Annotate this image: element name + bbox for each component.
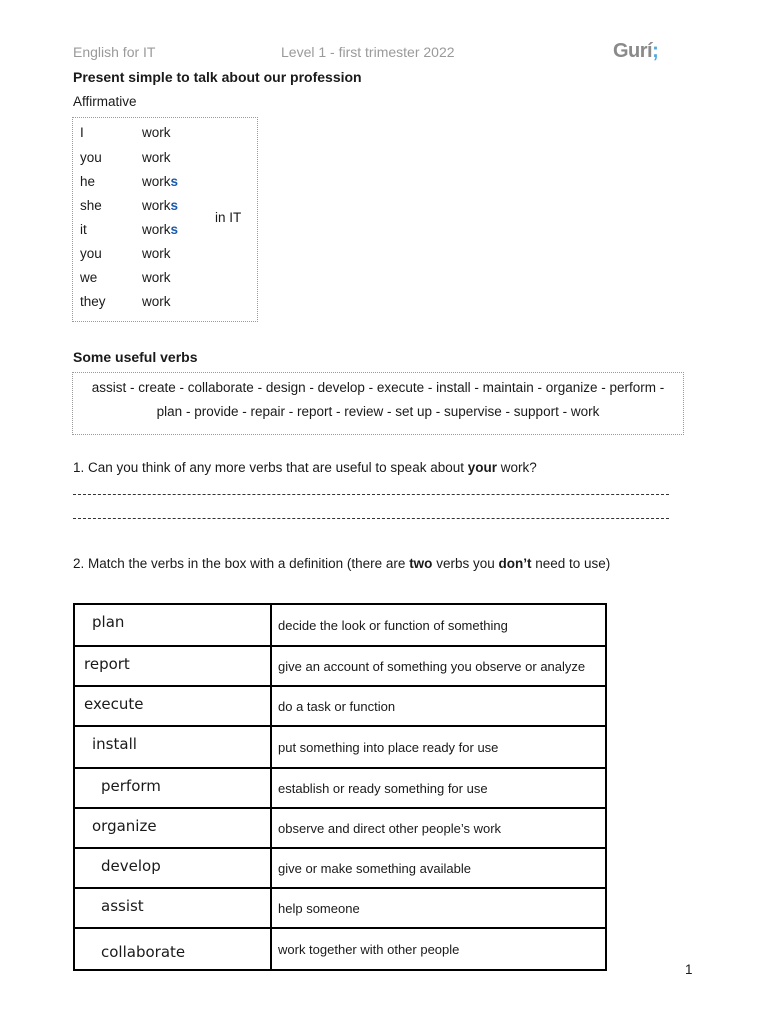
table-row <box>74 888 606 928</box>
verb-suffix: s <box>170 222 179 237</box>
verb-form <box>142 150 171 165</box>
header-level: Level 1 - first trimester 2022 <box>281 44 455 60</box>
table-row <box>74 808 606 848</box>
verb-form <box>142 198 178 213</box>
verb-cell[interactable]: execute <box>74 686 271 726</box>
verb-suffix: s <box>170 198 179 213</box>
answer-line[interactable] <box>73 494 669 495</box>
definition-cell: observe and direct other people’s work <box>271 808 606 848</box>
verbs-box <box>72 372 684 435</box>
verb-form <box>142 222 178 237</box>
guri-logo <box>613 40 658 63</box>
logo-text: Gurí <box>613 40 653 62</box>
table-row <box>74 726 606 768</box>
table-row <box>74 646 606 686</box>
subtitle-affirmative: Affirmative <box>73 94 137 109</box>
verb-root: work <box>142 125 171 140</box>
table-row <box>74 928 606 970</box>
question-2-text: 2. Match the verbs in the box with a definition (there are <box>73 556 410 571</box>
verb-cell[interactable]: plan <box>74 604 271 646</box>
answer-line[interactable] <box>73 518 669 519</box>
verb-root: work <box>142 294 171 309</box>
verb-form <box>142 174 178 189</box>
definition-cell: do a task or function <box>271 686 606 726</box>
verb-root: work <box>142 222 171 237</box>
question-1-emphasis: your <box>467 460 497 475</box>
verb-cell[interactable]: develop <box>74 848 271 888</box>
verb-suffix: s <box>170 174 179 189</box>
question-2-end: need to use) <box>531 556 611 571</box>
pronoun: you <box>80 246 102 261</box>
table-row <box>74 686 606 726</box>
conjugation-box <box>72 117 258 322</box>
question-2 <box>73 556 610 571</box>
pronoun: we <box>80 270 98 285</box>
question-1-text: 1. Can you think of any more verbs that are useful to speak about <box>73 460 468 475</box>
table-row <box>74 604 606 646</box>
verb-form <box>142 125 171 140</box>
verb-cell[interactable]: install <box>74 726 271 768</box>
page-number: 1 <box>685 962 693 977</box>
question-1-end: work? <box>497 460 537 475</box>
verb-root: work <box>142 198 171 213</box>
table-row <box>74 848 606 888</box>
section-title-useful-verbs: Some useful verbs <box>73 349 198 365</box>
verb-form <box>142 270 171 285</box>
match-table <box>73 603 607 971</box>
verb-root: work <box>142 174 171 189</box>
question-1 <box>73 460 537 475</box>
definition-cell: decide the look or function of something <box>271 604 606 646</box>
definition-cell: establish or ready something for use <box>271 768 606 808</box>
verb-form <box>142 246 171 261</box>
pronoun: he <box>80 174 96 189</box>
definition-cell: put something into place ready for use <box>271 726 606 768</box>
definition-cell: work together with other people <box>271 928 606 970</box>
question-2-middle: verbs you <box>432 556 499 571</box>
verbs-line-2: plan - provide - repair - report - review - set up - supervise - support - work <box>156 404 600 419</box>
table-row <box>74 768 606 808</box>
verb-cell[interactable]: report <box>74 646 271 686</box>
verb-form <box>142 294 171 309</box>
pronoun: she <box>80 198 102 213</box>
verb-cell[interactable]: organize <box>74 808 271 848</box>
verb-cell[interactable]: perform <box>74 768 271 808</box>
verb-root: work <box>142 270 171 285</box>
header-course: English for IT <box>73 44 156 60</box>
verb-cell[interactable]: collaborate <box>74 928 271 970</box>
verbs-line-1: assist - create - collaborate - design - develop - execute - install - maintain - organize - perform - <box>91 380 665 395</box>
pronoun: they <box>80 294 106 309</box>
definition-cell: give or make something available <box>271 848 606 888</box>
verb-root: work <box>142 150 171 165</box>
verb-cell[interactable]: assist <box>74 888 271 928</box>
question-2-emphasis-two: two <box>409 556 433 571</box>
section-title-present-simple: Present simple to talk about our profession <box>73 69 362 85</box>
definition-cell: give an account of something you observe or analyze <box>271 646 606 686</box>
pronoun: it <box>80 222 87 237</box>
logo-mark: ; <box>652 40 659 62</box>
pronoun: you <box>80 150 102 165</box>
question-2-emphasis-dont: don’t <box>498 556 532 571</box>
verb-root: work <box>142 246 171 261</box>
pronoun: I <box>80 125 84 140</box>
definition-cell: help someone <box>271 888 606 928</box>
complement-in-it: in IT <box>215 210 242 225</box>
